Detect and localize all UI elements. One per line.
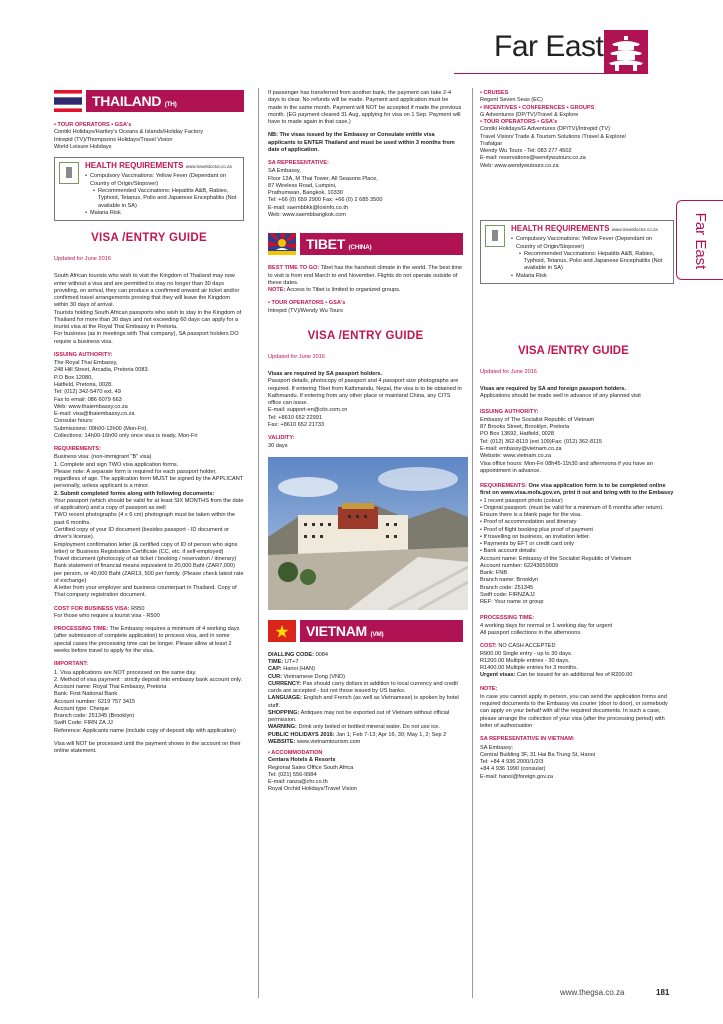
tibet-banner	[268, 233, 463, 255]
list-item: Central Building 3F, 31 Hai Ba Trung St, Hanoi	[480, 751, 596, 758]
column-vietnam	[480, 90, 674, 781]
requirements-label: REQUIREMENTS:	[54, 446, 101, 453]
list-item: Hatfield, Pretoria, 0028.	[54, 381, 113, 388]
requirement: Travel document (photocopy of air ticket / booking / reservation / itinerary)	[54, 556, 237, 563]
fact: TIME: UT+7	[268, 658, 299, 665]
cost-label: COST FOR BUSINESS VISA:	[54, 605, 130, 612]
page-number: 181	[656, 988, 670, 997]
payment-note: If passenger has transferred from another bank, the payment can take 2-4 days to clear. No refunds will be made. Payment and application must be made in the same month. Payment will NOT be accepted if made the previous month. (EG payment cleared 31 Aug, applying for visa on 1 Sep. Payment will have to made again in that case.)	[268, 90, 462, 126]
requirement: A letter from your employer and business counterpart in Thailand. Copy of Thai company registration document.	[54, 585, 237, 599]
requirement: 2. Submit completed forms along with following documents:	[54, 490, 215, 497]
list-item[interactable]: E-mail: embassy@vietnam.co.za	[480, 445, 562, 452]
list-item: Intrepid (TV)/Thompsons Holidays/Travel Vision	[54, 136, 173, 143]
country-code: (TH)	[164, 101, 177, 108]
tour-operators-label: • TOUR OPERATORS • GSA's	[54, 122, 132, 128]
column-divider	[258, 88, 259, 998]
office-hours: Visa office hours: Mon-Fri 08h45-11h30 and afternoons if you have an appointment in advance.	[480, 460, 653, 474]
list-item: Submissions: 09h00-12h00 (Mon-Fri).	[54, 425, 148, 432]
health-title: HEALTH REQUIREMENTS	[511, 223, 610, 233]
list-item: Account number: 62243659909	[480, 562, 559, 569]
note-label: NOTE:	[480, 685, 498, 692]
updated-note: Updated for June 2016	[268, 353, 325, 360]
tour-operators-label: • TOUR OPERATORS • GSA's	[268, 300, 346, 307]
tour-operators-label: • TOUR OPERATORS • GSA's	[480, 119, 558, 126]
list-item[interactable]: E-mail: hanoi@foreign.gov.za	[480, 773, 554, 780]
list-item: SA Embassy,	[268, 168, 301, 175]
requirements-list	[480, 498, 674, 607]
visa-guide-heading: VISA /ENTRY GUIDE	[307, 329, 424, 342]
list-item: • Recommended Vaccinations: Hepatitis A&B, Rabies, Typhoid, Tetanus, Polio and Japanese Encephalitis (Not available in SA)	[511, 251, 669, 273]
list-item: Account type: Cheque	[54, 705, 110, 712]
list-item: The Royal Thai Embassy,	[54, 360, 118, 367]
fact: WEBSITE: www.vietnamtourism.com	[268, 738, 361, 745]
list-item[interactable]: E-mail: visa@thaiembassy.co.za	[54, 411, 135, 418]
country-name: THAILAND	[92, 93, 162, 109]
vietnam-banner	[268, 620, 463, 642]
fact: LANGUAGE: English and French (as well as Vietnamese) is spoken by hotel staff.	[268, 695, 459, 709]
requirement: Employment confirmation letter (& certified copy of ID of person who signs letter) or Business Registration Certificate (CC, etc. if self-employed)	[54, 541, 238, 555]
visa-requirement: Visas are required by SA and foreign passport holders.	[480, 386, 627, 393]
list-item: • Proof of flight booking plus proof of payment	[480, 526, 593, 533]
urgent-text: Can be issued for an additional fee of R200.00	[517, 672, 633, 679]
tibet-contact	[268, 407, 463, 429]
requirement: Please note: A separate form is required for each passport holder, regardless of age. The application form MUST be signed by the APPLICANT personally, unless applicant is a minor.	[54, 468, 244, 490]
list-item[interactable]: Website: www.vietnam.co.za	[480, 453, 552, 460]
column-thailand	[54, 90, 244, 755]
list-item: Tel: +84 4 936 2000/1/2/3	[480, 759, 544, 766]
sa-rep-details	[480, 745, 674, 781]
cost-value: R950	[131, 605, 145, 612]
cruises-value: Regent Seven Seas (EC)	[480, 97, 543, 104]
accommodation-list	[268, 757, 463, 793]
list-item: Tel: +8610 652 22991	[268, 414, 322, 421]
cost-note: For those who require a tourist visa - R500	[54, 612, 160, 619]
closing-note: Visa will NOT be processed until the payment shows in the account on their online statement.	[54, 740, 241, 755]
list-item: Tel: (012) 342-5470 ext. 49	[54, 389, 121, 396]
note-text: Access to Tibet is limited to organized groups.	[286, 287, 401, 294]
list-item: Travel Vision/ Trade & Tourism Solutions /Travel & Explore/	[480, 133, 627, 140]
sa-rep-label: SA REPRESENTATIVE:	[268, 160, 329, 167]
sa-rep-label: SA REPRESENTATIVE IN VIETNAM:	[480, 736, 575, 743]
tour-operators-list	[54, 129, 244, 151]
list-item[interactable]: Web: www.wendywutours.co.za	[480, 162, 559, 169]
list-item: 87 Brooks Street, Brooklyn, Pretoria	[480, 424, 570, 431]
list-item: +84 4 936 1990 (consular)	[480, 766, 546, 773]
list-item: Tel: (021) 556-9984	[268, 771, 317, 778]
list-item: Prathumwan, Bangkok, 10330	[268, 190, 343, 197]
fact: CURRENCY: Pax should carry dollars in addition to local currency and credit cards are accepted - but not those issued by US banks.	[268, 680, 458, 695]
list-item: • Proof of accommodation and itinerary	[480, 519, 577, 526]
list-item: • Malaria Risk	[511, 273, 669, 280]
health-title: HEALTH REQUIREMENTS	[85, 161, 184, 171]
country-name: VIETNAM	[306, 622, 367, 639]
vietnam-flag-icon	[268, 620, 296, 642]
important-list	[54, 670, 244, 735]
requirement: TWO recent photographs (4 x 6 cm) photograph must be taken within the past 6 months.	[54, 512, 235, 526]
list-item: Royal Orchid Holidays/Travel Vision	[268, 786, 357, 793]
list-item: • Recommended Vaccinations: Hepatitis A&B, Rabies, Typhoid, Tetanus, Polio and Japanese Encephalitis (Not available in SA)	[85, 188, 239, 210]
note-text: In case you cannot apply in person, you can send the application forms and required documents to the Embassy via courier (door to door), or somebody can apply on your behalf with all the required documents. In such a case, please arrange the collection of your visa (after the processing period) with letter of authorisation	[480, 693, 668, 729]
list-item: Tel: +66 (0) 659 2900 Fax: +66 (0) 2 685 3500	[268, 197, 383, 204]
list-item: Account name: Embassy of the Socialist Republic of Vietnam	[480, 555, 632, 562]
fact: SHOPPING: Antiques may not be exported out of Vietnam without official permission.	[268, 709, 450, 724]
fact: WARNING: Drink only boiled or bottled mineral water. Do not use ice.	[268, 724, 440, 731]
country-code: (CHINA)	[348, 244, 372, 252]
visa-guide-heading: VISA /ENTRY GUIDE	[91, 232, 207, 245]
urgent-label: Urgent visas:	[480, 672, 516, 679]
requirements-lead: One visa application form is to be completed online first on www.visa.mofa.gov.vn, print it out and bring with to the Embassy	[480, 483, 674, 497]
requirement: Bank statement of financial means equivalent to 20,000 Baht (ZAR7,000) per person, or 40,000 Baht (ZAR13, 500 per family. (Please check latest rate of exchange)	[54, 563, 244, 584]
country-code: (VM)	[370, 630, 384, 638]
list-item: PO Box 13692, Hatfield, 0028	[480, 431, 555, 438]
list-item: Tel: (012) 362-8119 (ext 109)Fax: (012) 362-8115	[480, 438, 602, 445]
health-url[interactable]: www.traveldoctor.co.za	[611, 226, 658, 232]
list-item: • Compulsory Vaccinations: Yellow Fever (Dependant on Country of Origin/Stopover)	[85, 173, 239, 188]
issuing-authority-label: ISSUING AUTHORITY:	[54, 351, 113, 358]
pagoda-icon	[604, 30, 648, 74]
list-item[interactable]: E-mail: saembbkk@loxinfo.co.th	[268, 204, 348, 211]
list-item: R1200.00 Multiple entries - 30 days.	[480, 657, 570, 664]
list-item: Regional Sales Office South Africa	[268, 764, 354, 771]
list-item: R1400.00 Multiple entries for 3 months.	[480, 665, 578, 672]
sa-rep-details	[268, 168, 463, 219]
fact: CAP: Hanoi (HAN)	[268, 666, 315, 673]
best-time-text: Tibet has the harshest climate in the world. The best time to visit is from end March to end November. Flights do not operate outside of these dates.	[268, 265, 463, 286]
cost-label: COST:	[480, 643, 497, 650]
list-item: 2. Method of visa payment : strictly deposit into embassy bank account only.	[54, 676, 243, 683]
requirement: Your passport (which should be valid for at least SIX MONTHS from the date of application) and a copy of passport as well	[54, 497, 244, 512]
list-item: Centara Hotels & Resorts	[268, 757, 336, 764]
list-item: Floor 12A, M Thai Tower, All Seasons Place,	[268, 175, 378, 182]
footer-url[interactable]: www.thegsa.co.za	[560, 988, 625, 997]
potala-palace-photo	[268, 457, 468, 610]
requirement: Certified copy of your ID document (besides passport - ID document or driver's license).	[54, 527, 230, 541]
list-item: • If travelling on business, an invitation letter.	[480, 533, 591, 540]
list-item: World Leisure Holidays	[54, 143, 112, 150]
side-section-tab	[676, 200, 723, 280]
list-item: 248 Hill Street, Arcadia, Pretoria 0083.	[54, 367, 150, 374]
intro-text: For business (as in meetings with Thai company), SA passport holders DO require a business visa.	[54, 331, 239, 345]
list-item: Branch code: 251345 (Brooklyn)	[54, 713, 135, 720]
list-item: Embassy of The Socialist Republic of Vietnam	[480, 416, 595, 423]
issuing-authority	[480, 417, 674, 461]
list-item: Contiki Holidays/Hartley's Oceans & Islands/Holiday Factory	[54, 129, 204, 136]
accommodation-label: • ACCOMMODATION	[268, 750, 323, 757]
updated-note: Updated for June 2016	[480, 368, 537, 375]
list-item: 1. Visa applications are NOT processed on the same day.	[54, 669, 197, 676]
visa-requirement-detail: Applications should be made well in advance of any planned visit	[480, 393, 641, 400]
processing-label: PROCESSING TIME:	[480, 614, 535, 621]
updated-note: Updated for June 2016	[54, 255, 111, 262]
list-item: Swift code: FIRNZAJJ	[480, 592, 535, 599]
processing-text: The Embassy requires a minimum of 4 working days (after submission of complete application) to process visa, and in some special cases the processing time can be longer. Please allow at least 2 weeks before travel to apply for the visa.	[54, 626, 240, 654]
tour-operators-list	[480, 126, 674, 170]
fact: DIALLING CODE: 0084	[268, 651, 329, 658]
requirement: Business visa: (non-immigrant "B" visa)	[54, 454, 152, 461]
issuing-authority	[54, 360, 244, 440]
list-item: P.O Box 12080,	[54, 374, 93, 381]
important-label: IMPORTANT:	[54, 661, 89, 668]
list-item: Bank: FNB	[480, 570, 508, 577]
list-item: Wendy Wu Tours - Tel: 083 277 4502	[480, 148, 572, 155]
health-requirements-box	[480, 220, 674, 284]
list-item: R900.00 Single entry - up to 30 days.	[480, 650, 573, 657]
cruises-label: • CRUISES	[480, 90, 509, 96]
list-item: • Compulsory Vaccinations: Yellow Fever (Dependant on Country of Origin/Stopover)	[511, 236, 669, 251]
intro-text: Tourists holding South African passports who wish to stay in the Kingdom of Thailand for more than 30 days and not exceeding 60 days can apply for a tourist visa at the Royal Thai Embassy in Pretoria.	[54, 309, 242, 331]
list-item: Swift Code: FIRN ZA JJ	[54, 720, 113, 727]
visa-requirement-detail: Passport details, photocopy of passport and 4 passport size photographs are required. If entering Tibet from Kathmandu, Nepal, the visa is to be obtained in Kathmandu. If entering from any other place or mainland China, any CITS office can issue.	[268, 378, 462, 407]
side-tab-label: Far East	[691, 212, 709, 270]
tour-operators-list: Intrepid (TV)/Wendy Wu Tours	[268, 307, 343, 314]
cost-list	[480, 651, 674, 673]
list-item: • Bank account details:	[480, 548, 537, 555]
vietnam-facts	[268, 652, 463, 746]
list-item: Consular hours:	[54, 418, 94, 425]
issuing-authority-label: ISSUING AUTHORITY:	[480, 408, 539, 415]
requirements-label: REQUIREMENTS:	[480, 483, 527, 490]
list-item[interactable]: E-mail: support-en@cits.com.cn	[268, 407, 348, 414]
validity-value: 30 days	[268, 443, 288, 450]
list-item: Account name: Royal Thai Embassy, Pretoria	[54, 684, 167, 691]
list-item[interactable]: E-mail: raoza@chr.co.th	[268, 779, 328, 786]
best-time-label: BEST TIME TO GO:	[268, 265, 320, 272]
visa-requirement: Visas are required by SA passport holders.	[268, 371, 383, 378]
requirement: 1. Complete and sign TWO visa application forms.	[54, 461, 179, 468]
list-item[interactable]: E-mail: reservations@wendywutours.co.za	[480, 155, 586, 162]
incentives-value: G Adventures (DP/TV)/Travel & Explore	[480, 111, 579, 118]
nb-note: NB: The visas issued by the Embassy or Consulate entitle visa applicants to ENTER Thailand and must be used within 3 months from date of application.	[268, 132, 455, 153]
column-divider	[472, 88, 473, 998]
note-label: NOTE:	[268, 287, 286, 294]
intro-text: South African tourists who wish to visit the Kingdom of Thailand may now enter without a visa and are permitted to stay no longer than 30 days providing, on arrival, they can produce a confirmed onward air ticket and/or confirmed travel arrangements proving that they will leave the Kingdom within 30 days of arrival.	[54, 273, 240, 309]
thailand-flag-icon	[54, 90, 82, 112]
list-item: • Payments by EFT or credit card only	[480, 541, 574, 548]
list-item: Trafalgar	[480, 140, 503, 147]
incentives-label: • INCENTIVES • CONFERENCES • GROUPS	[480, 104, 595, 111]
list-item: Fax: +8610 652 21733	[268, 421, 325, 428]
section-title: Far East	[494, 30, 604, 63]
list-item: Bank: First National Bank	[54, 691, 118, 698]
column-middle	[268, 90, 463, 794]
list-item: Collections: 14h00-16h00 only once visa is ready, Mon-Fri	[54, 432, 198, 439]
health-url[interactable]: www.traveldoctor.co.za	[185, 164, 232, 170]
country-name: TIBET	[306, 236, 345, 253]
travel-doctor-logo-icon	[59, 162, 79, 184]
list-item[interactable]: Web: www.thaiembassy.co.za	[54, 403, 128, 410]
list-item: Branch code: 251345	[480, 584, 534, 591]
health-requirements-box	[54, 157, 244, 221]
processing-label: PROCESSING TIME:	[54, 626, 109, 633]
fact: PUBLIC HOLIDAYS 2016: Jan 1; Feb 7-13; Apr 16, 30; May 1, 2; Sep 2	[268, 731, 447, 738]
fact: CUR: Vietnamese Dong (VND)	[268, 673, 346, 680]
list-item: Fax to email: 086 6079 663	[54, 396, 122, 403]
tibet-flag-icon	[268, 233, 296, 255]
processing-text: 4 working days for normal or 1 working day for urgent	[480, 622, 613, 629]
list-item: Contiki Holidays/G Adventures (DP/TV)/Intrepid (TV)	[480, 126, 610, 133]
visa-guide-heading: VISA /ENTRY GUIDE	[518, 344, 629, 357]
list-item: REF: Your name or group	[480, 599, 544, 606]
cost-head: NO CASH ACCEPTED	[498, 643, 556, 650]
list-item: Reference: Applicants name (include copy of deposit slip with application)	[54, 727, 236, 734]
list-item[interactable]: Web: www.saembbangkok.com	[268, 211, 346, 218]
list-item: • Original passport. (must be valid for a minimum of 6 months after return). Ensure there is a blank page for the visa.	[480, 504, 664, 519]
list-item: SA Embassy:	[480, 744, 514, 751]
thailand-banner	[54, 90, 244, 112]
list-item: • Malaria Risk	[85, 210, 239, 217]
list-item: 87 Wireless Road, Lumpini,	[268, 182, 337, 189]
processing-text: All passport collections in the afternoons.	[480, 630, 582, 637]
list-item: • 1 recent passport photo (colour)	[480, 497, 563, 504]
list-item: Branch name: Brooklyn	[480, 577, 539, 584]
list-item: Account number: 6219 757 3415	[54, 698, 136, 705]
travel-doctor-logo-icon	[485, 225, 505, 247]
validity-label: VALIDITY:	[268, 435, 295, 442]
